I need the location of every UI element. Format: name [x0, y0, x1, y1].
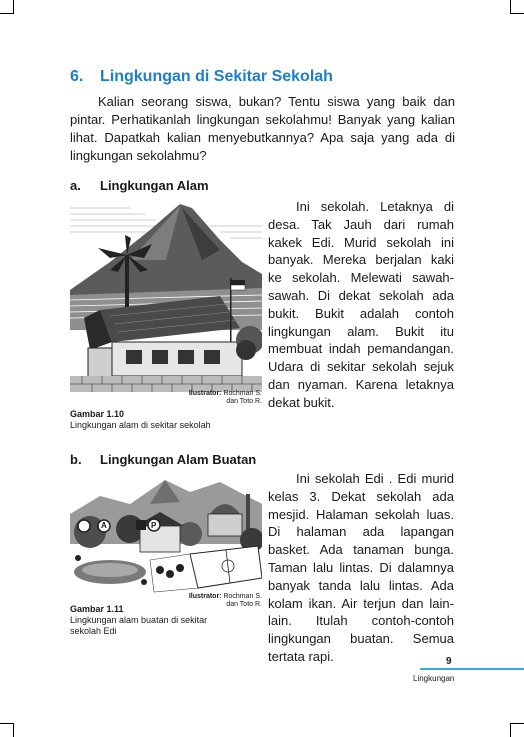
intro-paragraph: [70, 93, 455, 165]
figure-a-caption-label: Gambar 1.10: [70, 409, 125, 419]
figure-natural-environment: [70, 200, 262, 400]
figure-b-credit-label: Ilustrator:: [188, 593, 222, 600]
crop-mark-bottom-right-h: [510, 723, 524, 724]
figure-a-credit: [170, 390, 262, 406]
intro-text: Kalian seorang siswa, bukan? Tentu siswa yang baik dan pintar. Perhatikanlah lingkungan sekolahmu! Banyak yang kalian lihat. Dapatkah kalian menyebutkannya? Apa saja yang ada di lingkungan sekolahmu?: [70, 94, 455, 163]
figure-a-caption-text: Lingkungan alam di sekitar sekolah: [70, 420, 211, 430]
subsection-a-heading: [70, 178, 209, 193]
subsection-a-letter: a.: [70, 178, 81, 193]
figure-artificial-environment: [70, 474, 262, 594]
crop-mark-top-right-v: [510, 0, 511, 14]
figure-a-credit-label: Ilustrator:: [188, 390, 222, 397]
subsection-b-body: Ini sekolah Edi . Edi murid kelas 3. Dekat sekolah ada mesjid. Halaman sekolah luas. Di halaman ada lapangan basket. Ada tanaman bunga. Taman lalu lintas. Di dalamnya banyak tanda lalu lintas. Ada kolam ikan. Air terjun dan lain-lain. Itulah contoh-contoh lingkungan buatan. Semua tertata rapi.: [268, 471, 454, 664]
subsection-b-heading: [70, 452, 256, 467]
figure-b-caption-line2: sekolah Edi: [70, 626, 117, 636]
figure-b-caption-line1: Lingkungan alam buatan di sekitar: [70, 615, 208, 625]
traffic-sign-p-letter: P: [151, 521, 157, 530]
footer-accent-line: [420, 668, 524, 670]
footer-chapter-label: Lingkungan: [413, 674, 455, 683]
traffic-sign-a-letter: A: [101, 521, 107, 530]
figure-b-credit-name2: dan Toto R.: [226, 601, 262, 608]
subsection-a-title: Lingkungan Alam: [100, 178, 209, 193]
figure-a-caption: [70, 409, 211, 431]
figure-b-caption-label: Gambar 1.11: [70, 604, 124, 614]
figure-b-credit-name1: Rochman S.: [223, 593, 262, 600]
figure-a-credit-name2: dan Toto R.: [226, 398, 262, 405]
subsection-a-paragraph: [268, 198, 454, 412]
section-title: [70, 68, 333, 86]
figure-b-caption: [70, 604, 207, 637]
crop-mark-bottom-left-v: [13, 723, 14, 737]
crop-mark-top-left-v: [13, 0, 14, 14]
section-title-text: Lingkungan di Sekitar Sekolah: [100, 68, 333, 85]
subsection-b-paragraph: [268, 470, 454, 666]
school-hill-illustration: [70, 200, 262, 400]
crop-mark-bottom-left-h: [0, 723, 14, 724]
crop-mark-top-right-h: [510, 13, 524, 14]
page-number: 9: [446, 656, 452, 667]
crop-mark-top-left-h: [0, 13, 14, 14]
school-park-illustration: [70, 474, 262, 594]
figure-a-credit-name1: Rochman S.: [223, 390, 262, 397]
section-number: 6.: [70, 68, 84, 85]
subsection-b-title: Lingkungan Alam Buatan: [100, 452, 257, 467]
crop-mark-bottom-right-v: [510, 723, 511, 737]
subsection-a-body: Ini sekolah. Letaknya di desa. Tak Jauh dari rumah kakek Edi. Murid sekolah ini banyak. Mereka berjalan kaki ke sekolah. Melewati sawah-sawah. Di dekat sekolah ada bukit. Bukit adalah contoh lingkungan alam. Bukit itu membuat indah pemandangan. Udara di sekitar sekolah sejuk dan nyaman. Karena letaknya dekat bukit.: [268, 199, 454, 410]
subsection-b-letter: b.: [70, 452, 82, 467]
